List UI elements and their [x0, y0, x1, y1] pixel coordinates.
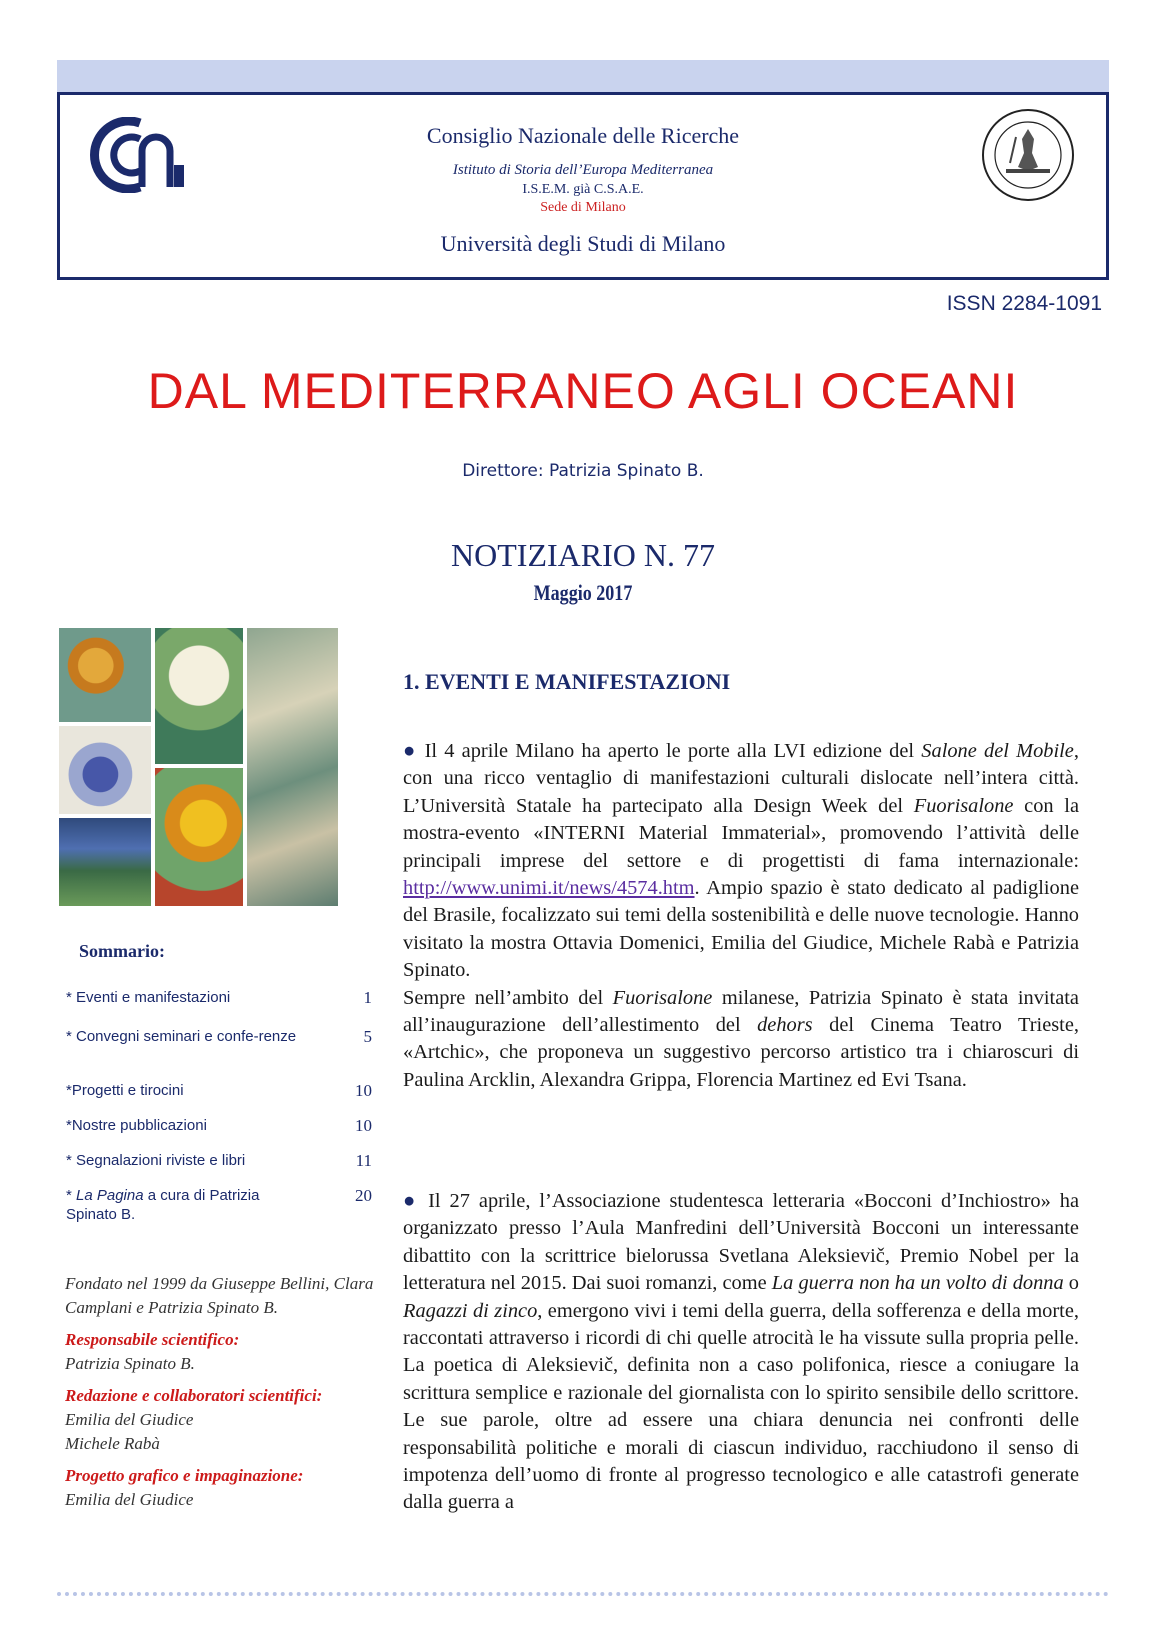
toc-item[interactable] [66, 1116, 372, 1151]
issue-number: NOTIZIARIO N. 77 [451, 537, 715, 573]
section-title: 1. EVENTI E MANIFESTAZIONI [403, 669, 731, 694]
roses-painting [155, 628, 243, 764]
grafica-name: Emilia del Giudice [65, 1490, 194, 1509]
van-gogh-collage-image [59, 628, 338, 906]
bullet-icon: ● [403, 1190, 420, 1212]
sunflowers-painting [59, 628, 151, 722]
irises-field-painting [59, 818, 151, 906]
toc-item-label: *Nostre pubblicazioni [66, 1117, 207, 1134]
letterhead [57, 92, 1109, 280]
redazione-name: Emilia del Giudice [65, 1410, 194, 1429]
roses-detail-painting [247, 628, 338, 906]
bullet-icon: ● [403, 740, 418, 762]
article-paragraph: ● Il 4 aprile Milano ha aperto le porte alla LVI edizione del Salone del Mobile, con una ricco ventaglio di manifestazioni culturali dislocate nell’intera città. L’Università Statale ha partecipato alla Design Week del Fuorisalone con la mostra-evento «INTERNI Material Immaterial», promovendo l’attività delle principali imprese del settore e di progettisti di fama internazionale: http://www.unimi.it/news/4574.htm. Ampio spazio è stato dedicato al padiglione del Brasile, focalizzato sui temi della sostenibilità e delle nuove tecnologie. Hanno visitato la mostra Ottavia Domenici, Emilia del Giudice, Michele Rabà e Patrizia Spinato. Sempre nell’ambito del Fuorisalone milanese, Patrizia Spinato è stata invitata all’inaugurazione dell’allestimento del dehors del Cinema Teatro Trieste, «Artchic», che proponeva un suggestivo percorso artistico tra i chiaroscuri di Paulina Arcklin, Alexandra Grippa, Florencia Martinez ed Evi Tsana. [403, 740, 1080, 1091]
toc-item-page: 1 [363, 988, 372, 1007]
toc-item-page: 10 [355, 1081, 372, 1100]
university-name: Università degli Studi di Milano [440, 231, 726, 256]
sunflowers-vase-painting [155, 768, 243, 906]
toc-item[interactable] [66, 988, 372, 1027]
redazione-name: Michele Rabà [65, 1434, 160, 1453]
article-paragraph: ● Il 27 aprile, l’Associazione studentesca letteraria «Bocconi d’Inchiostro» ha organizzato presso l’Aula Manfredini dell’Università Bocconi un interessante dibattito con la scrittrice bielorussa Svetlana Aleksievič, Premio Nobel per la letteratura nel 2015. Dai suoi romanzi, come La guerra non ha un volto di donna o Ragazzi di zinco, emergono vivi i temi della guerra, della sofferenza e della morte, raccontati attraverso i ricordi di chi quelle atrocità le ha vissute sulla propria pelle. La poetica di Aleksievič, definita non a caso polifonica, riesce a coniugare la scrittura semplice e razionale del giornalista con lo spirito sensibile dello scrittore. Le sue parole, oltre ad essere una chiara denuncia nei confronti delle responsabilità politiche e morali di ciascun individuo, racchiudono il senso di impotenza dell’uomo di fronte al progresso tecnologico e alle catastrofi generate dalla guerra a [403, 1190, 1080, 1514]
toc-item-label: *Progetti e tirocini [66, 1082, 184, 1099]
unimi-news-link[interactable]: http://www.unimi.it/news/4574.htm [403, 877, 695, 900]
table-of-contents [66, 988, 372, 1226]
toc-item-page: 20 [355, 1186, 372, 1205]
sommario-heading: Sommario: [79, 941, 165, 961]
founded-note: Fondato nel 1999 da Giuseppe Bellini, Clara Camplani e Patrizia Spinato B. [65, 1274, 374, 1317]
issue-date: Maggio 2017 [533, 580, 633, 605]
toc-item-label: * Segnalazioni riviste e libri [66, 1152, 246, 1169]
responsabile-name: Patrizia Spinato B. [65, 1354, 195, 1373]
footer-dotted-divider [57, 1592, 1109, 1596]
irises-vase-painting [59, 726, 151, 814]
institute-seat: Sede di Milano [540, 200, 626, 215]
toc-item[interactable] [66, 1151, 372, 1186]
toc-item[interactable] [66, 1186, 372, 1226]
institution-name: Consiglio Nazionale delle Ricerche [426, 123, 740, 148]
toc-item-label: * La Pagina a cura di Patrizia Spinato B. [66, 1187, 260, 1223]
toc-item[interactable] [66, 1027, 372, 1081]
issn: ISSN 2284-1091 [946, 292, 1102, 315]
credits-block [65, 1272, 385, 1512]
grafica-heading: Progetto grafico e impaginazione: [65, 1466, 304, 1485]
header-top-strip [57, 60, 1109, 92]
director-line: Direttore: Patrizia Spinato B. [462, 461, 704, 481]
redazione-heading: Redazione e collaboratori scientifici: [65, 1386, 323, 1405]
institute-name: Istituto di Storia dell’Europa Mediterranea [452, 162, 714, 178]
institute-acronym: I.S.E.M. già C.S.A.E. [522, 182, 644, 197]
responsabile-heading: Responsabile scientifico: [65, 1330, 240, 1349]
toc-item-page: 10 [355, 1116, 372, 1135]
toc-item[interactable] [66, 1081, 372, 1116]
newsletter-title: DAL MEDITERRANEO AGLI OCEANI [147, 363, 1019, 419]
university-seal-icon [980, 107, 1076, 203]
toc-item-label: * Eventi e manifestazioni [66, 989, 231, 1006]
toc-item-page: 5 [363, 1027, 372, 1046]
toc-item-label: * Convegni seminari e confe-renze [66, 1028, 297, 1045]
toc-item-page: 11 [355, 1151, 372, 1170]
